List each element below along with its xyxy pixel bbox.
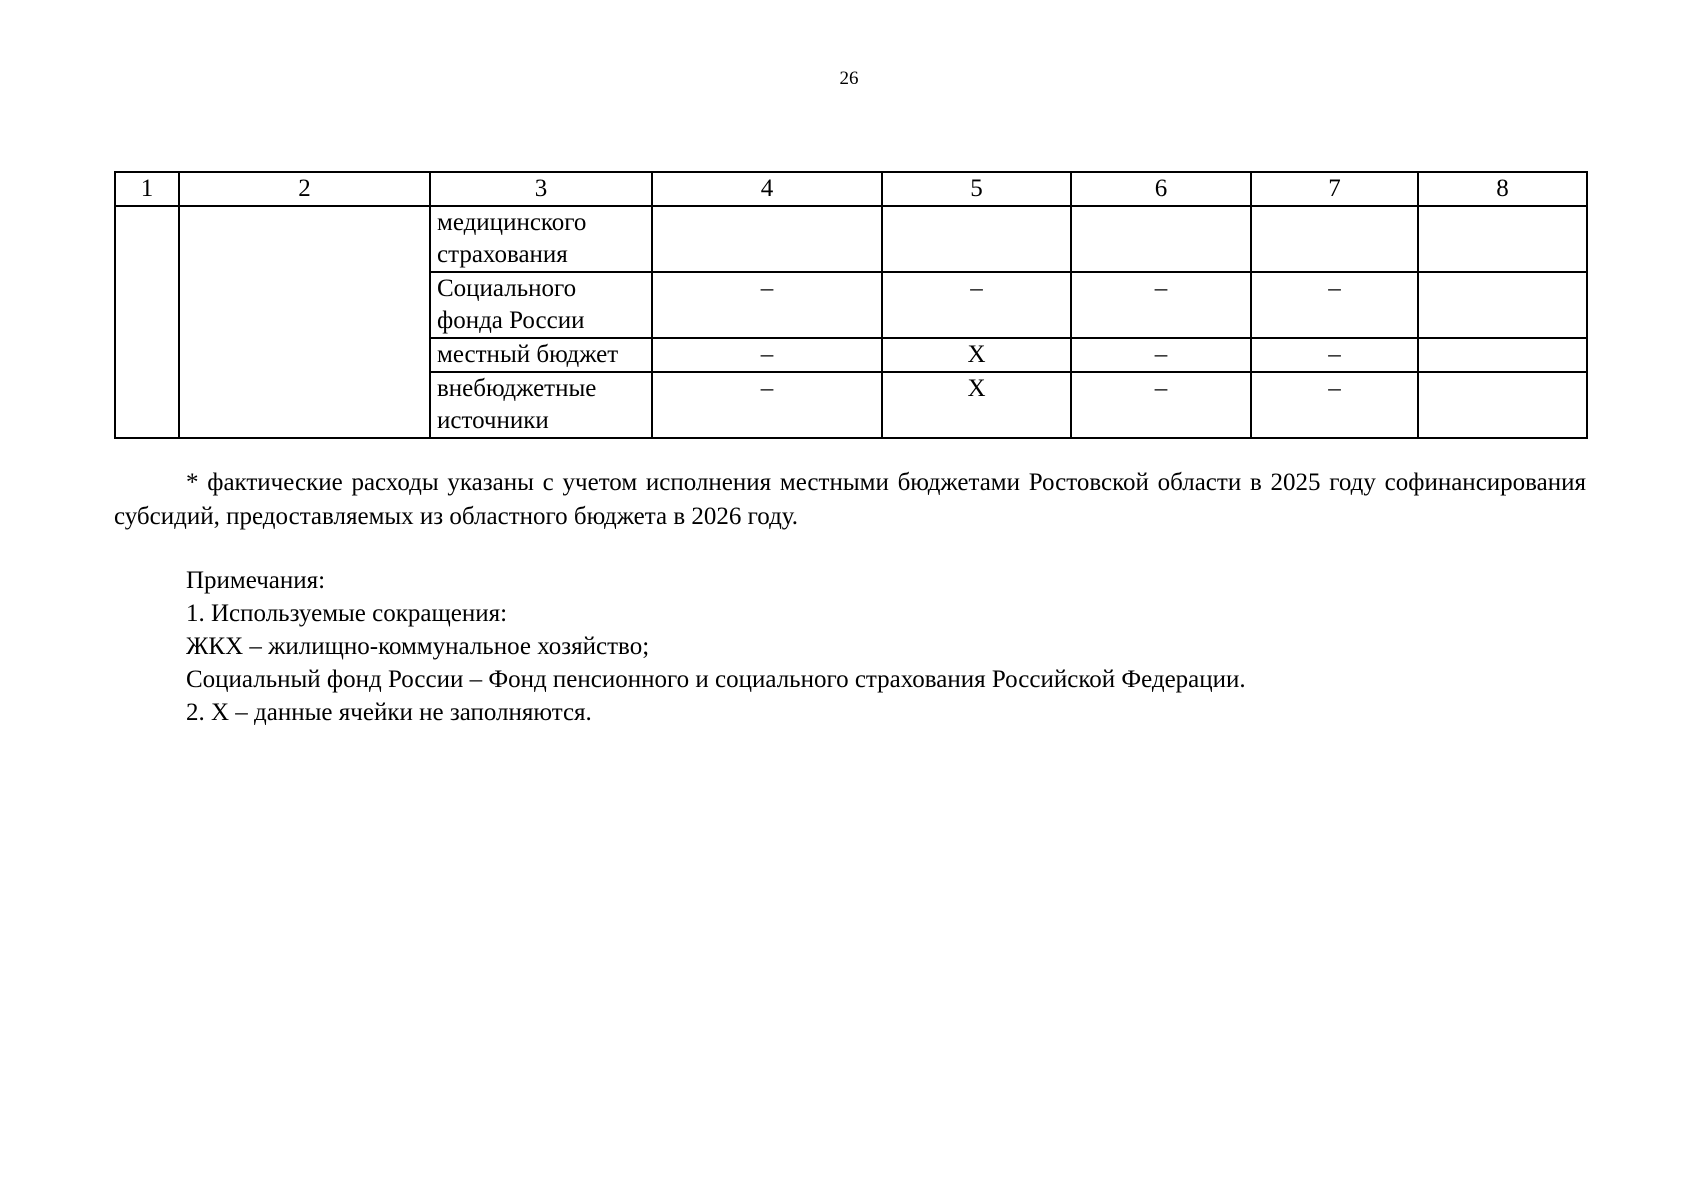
- value-cell-col7: –: [1251, 372, 1418, 438]
- source-label-line: страхования: [437, 241, 568, 268]
- source-label-cell: [430, 272, 652, 338]
- source-label-cell: [430, 338, 652, 372]
- value-cell-col6: [1071, 206, 1251, 272]
- value-cell-col4: [652, 206, 882, 272]
- value-cell-col4: –: [652, 338, 882, 372]
- column-number-3: 3: [430, 172, 652, 206]
- value-cell-col4: –: [652, 372, 882, 438]
- source-label-line: фонда России: [437, 307, 585, 334]
- value-cell-col8: [1418, 206, 1587, 272]
- value-cell-col8: [1418, 338, 1587, 372]
- budget-table: [114, 171, 1588, 439]
- note-item-2: 2. Х – данные ячейки не заполняются.: [186, 699, 592, 726]
- value-cell-col5: Х: [882, 372, 1071, 438]
- source-label-line: Социального: [437, 275, 577, 302]
- value-cell-col6: –: [1071, 272, 1251, 338]
- column-number-4: 4: [652, 172, 882, 206]
- column-number-1: 1: [115, 172, 179, 206]
- column-number-8: 8: [1418, 172, 1587, 206]
- value-cell-col8: [1418, 272, 1587, 338]
- note-item-1: 1. Используемые сокращения:: [186, 600, 508, 627]
- cell-col1-merged: [115, 206, 179, 438]
- value-cell-col7: –: [1251, 272, 1418, 338]
- source-label-cell: [430, 372, 652, 438]
- value-cell-col7: [1251, 206, 1418, 272]
- abbreviation-zhkh: ЖКХ – жилищно-коммунальное хозяйство;: [186, 633, 650, 660]
- source-label-line: источники: [437, 407, 549, 434]
- value-cell-col4: –: [652, 272, 882, 338]
- source-label-cell: [430, 206, 652, 272]
- source-label-line: местный бюджет: [437, 341, 619, 368]
- value-cell-col5: [882, 206, 1071, 272]
- value-cell-col6: –: [1071, 372, 1251, 438]
- column-number-6: 6: [1071, 172, 1251, 206]
- source-label-line: внебюджетные: [437, 375, 597, 402]
- table-row: [115, 206, 1587, 272]
- value-cell-col8: [1418, 372, 1587, 438]
- value-cell-col5: –: [882, 272, 1071, 338]
- value-cell-col5: Х: [882, 338, 1071, 372]
- column-number-2: 2: [179, 172, 430, 206]
- source-label-line: медицинского: [437, 209, 587, 236]
- page-number: 26: [839, 68, 859, 89]
- cell-col2-merged: [179, 206, 430, 438]
- column-number-5: 5: [882, 172, 1071, 206]
- column-number-7: 7: [1251, 172, 1418, 206]
- table-header-row: [115, 172, 1587, 206]
- footnote: * фактические расходы указаны с учетом исполнения местными бюджетами Ростовской области в 2025 году софинансирования субсидий, предоставляемых из областного бюджета в 2026 году.: [114, 469, 1586, 530]
- abbreviation-social-fund: Социальный фонд России – Фонд пенсионного и социального страхования Российской Федерации.: [186, 666, 1246, 693]
- notes-section: [186, 564, 1586, 729]
- notes-title: Примечания:: [186, 567, 326, 594]
- value-cell-col6: –: [1071, 338, 1251, 372]
- value-cell-col7: –: [1251, 338, 1418, 372]
